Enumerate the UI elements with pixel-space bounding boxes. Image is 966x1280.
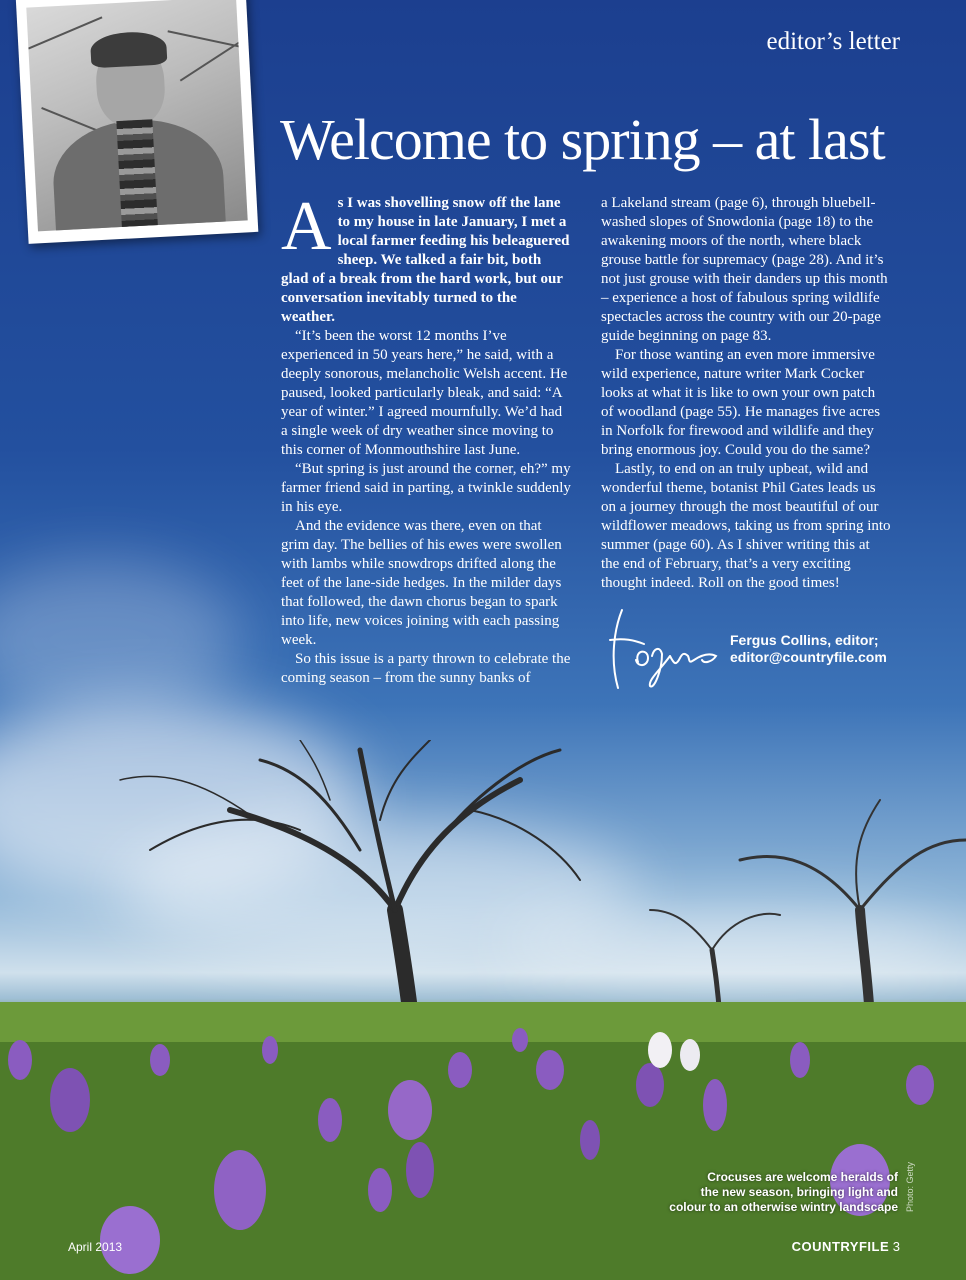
- right-trees: [650, 800, 966, 1020]
- paragraph: Lastly, to end on an truly upbeat, wild and wonderful theme, botanist Phil Gates leads us on a journey through the most beautiful of our wildflower meadows, taking us from spring into summer (page 60). As I shiver writing this at the end of February, that’s a very exciting thought indeed. Roll on the good times!: [601, 461, 891, 591]
- paragraph: So this issue is a party thrown to celebrate the coming season – from the sunny banks of: [281, 651, 571, 686]
- issue-date: April 2013: [68, 1240, 123, 1254]
- page-title: Welcome to spring – at last: [280, 107, 885, 172]
- drop-cap: A: [281, 188, 332, 265]
- caption-line: colour to an otherwise wintry landscape: [669, 1200, 898, 1214]
- paragraph: For those wanting an even more immersive wild experience, nature writer Mark Cocker looks at what it is like to own your own patch of woodland (page 55). He manages five acres in Norfolk for firewood and wildlife and they bring enormous joy. Could you do the same?: [601, 347, 881, 458]
- article-column-1: [281, 188, 571, 688]
- main-tree: [120, 740, 580, 1010]
- paragraph: “It’s been the worst 12 months I’ve experienced in 50 years here,” he said, with a deeply sonorous, melancholic Welsh accent. He paused, looked particularly bleak, and said: “A year of winter.” I agreed mournfully. We’d had a single week of dry weather since moving to this corner of Monmouthshire last June.: [281, 328, 568, 458]
- lead-text: s I was shovelling snow off the lane to my house in late January, I met a local farmer feeding his beleaguered sheep. We talked a fair bit, both glad of a break from the hard work, but our conversation inevitably turned to the weather.: [281, 195, 570, 325]
- cloud: [0, 560, 240, 720]
- photo-caption: [669, 1170, 898, 1215]
- paragraph: “But spring is just around the corner, eh?” my farmer friend said in parting, a twinkle suddenly in his eye.: [281, 461, 571, 515]
- editor-portrait-image: [26, 0, 247, 231]
- editor-portrait-photo: [16, 0, 259, 244]
- page-number: 3: [892, 1239, 900, 1254]
- paragraph: And the evidence was there, even on that grim day. The bellies of his ewes were swollen with lambs while snowdrops drifted along the feet of the lane-side hedges. In the milder days that followed, the dawn chorus began to spark into life, new voices joining with each passing week.: [281, 518, 562, 648]
- caption-line: Crocuses are welcome heralds of: [707, 1170, 898, 1184]
- editor-email: editor@countryfile.com: [730, 649, 887, 665]
- lead-paragraph: [281, 188, 571, 327]
- photo-credit: Photo: Getty: [905, 1161, 915, 1212]
- editor-signoff: [730, 632, 887, 666]
- handwritten-signature: [604, 600, 724, 695]
- paragraph: a Lakeland stream (page 6), through bluebell-washed slopes of Snowdonia (page 18) to the awakening moors of the north, where black grouse battle for supremacy (page 28). And it’s not just grouse with their danders up this month – experience a host of fabulous spring wildlife spectacles across the country with our 20-page guide beginning on page 83.: [601, 195, 888, 344]
- footer-brand: [792, 1239, 900, 1254]
- article-column-2: [601, 194, 891, 593]
- magazine-brand: COUNTRYFILE: [791, 1239, 890, 1254]
- caption-line: the new season, bringing light and: [700, 1185, 898, 1199]
- editor-name: Fergus Collins, editor;: [730, 632, 879, 648]
- section-label: editor’s letter: [766, 28, 900, 55]
